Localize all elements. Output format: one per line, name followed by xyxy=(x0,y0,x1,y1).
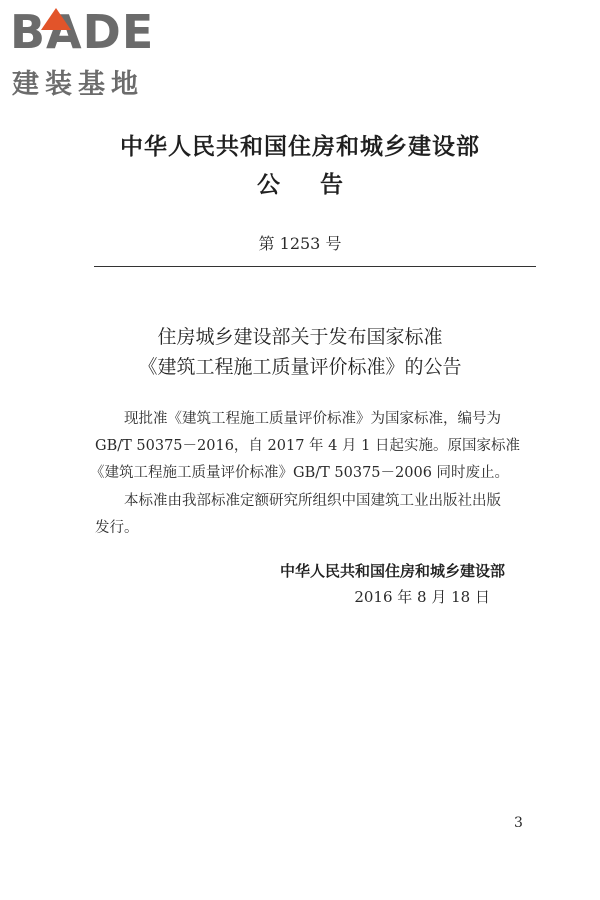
announcement-title-line-2: 《建筑工程施工质量评价标准》的公告 xyxy=(138,356,462,378)
page-number: 3 xyxy=(514,815,523,831)
announcement-title-line-1: 住房城乡建设部关于发布国家标准 xyxy=(157,326,443,348)
notice-heading: 公告 xyxy=(257,172,383,198)
header-divider xyxy=(94,266,536,267)
body-line: 本标准由我部标准定额研究所组织中国建筑工业出版社出版 xyxy=(124,493,501,509)
logo-wordmark: BADE xyxy=(10,5,155,59)
document-number: 第 1253 号 xyxy=(258,234,342,253)
body-line: 发行。 xyxy=(95,520,139,536)
logo-triangle-icon xyxy=(41,8,71,30)
bade-logo xyxy=(10,5,175,100)
body-line: GB/T 50375－2016，自 2017 年 4 月 1 日起实施。原国家标准 xyxy=(95,438,520,454)
logo-subtitle: 建装基地 xyxy=(12,69,144,100)
issuer-signature: 中华人民共和国住房和城乡建设部 xyxy=(279,562,505,580)
issue-date: 2016 年 8 月 18 日 xyxy=(354,588,490,606)
department-title: 中华人民共和国住房和城乡建设部 xyxy=(120,134,480,160)
body-line: 现批准《建筑工程施工质量评价标准》为国家标准，编号为 xyxy=(124,411,501,427)
body-line: 《建筑工程施工质量评价标准》GB/T 50375－2006 同时废止。 xyxy=(90,465,510,481)
